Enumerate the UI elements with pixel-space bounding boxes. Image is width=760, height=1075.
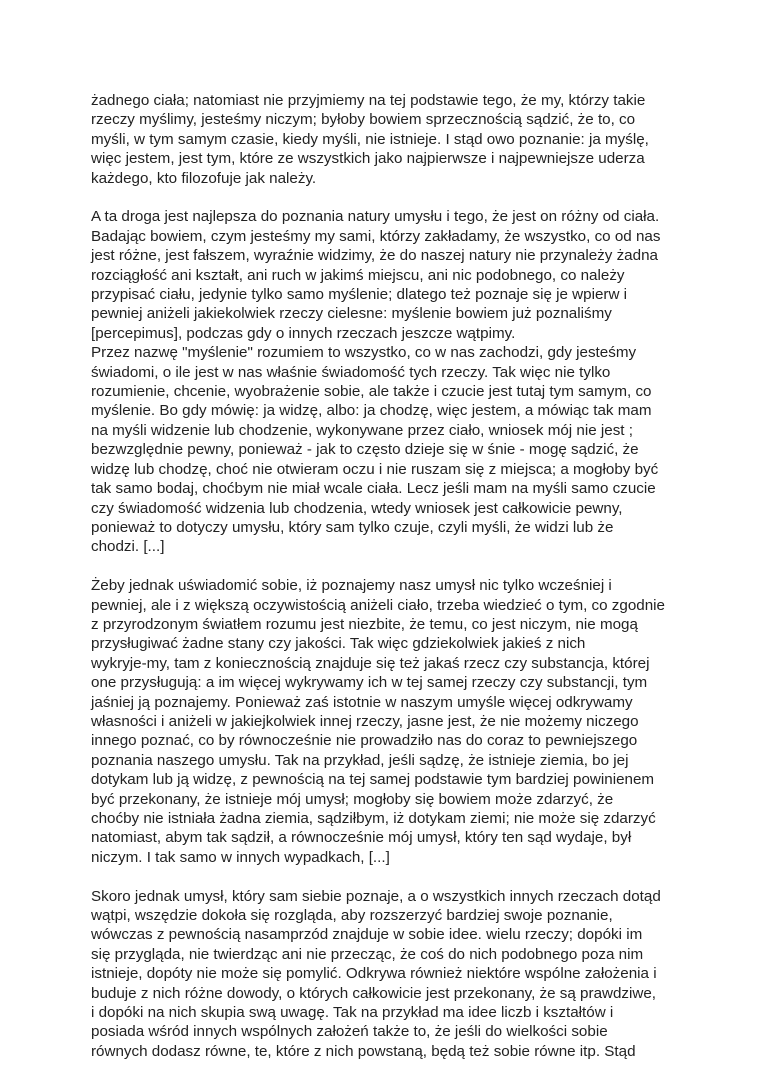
text-line: chodzi. [...] xyxy=(91,538,165,556)
text-line: wykryje-my, tam z koniecznością znajduje się też jakaś rzecz czy substancja, której xyxy=(91,654,650,672)
text-line: bezwzględnie pewny, ponieważ - jak to często dzieje się w śnie - mogę sądzić, że xyxy=(91,441,639,459)
text-line: przysługiwać żadne stany czy jakości. Tak więc gdziekolwiek jakieś z nich xyxy=(91,635,586,653)
text-line: Żeby jednak uświadomić sobie, iż poznajemy nasz umysł nic tylko wcześniej i xyxy=(91,577,612,595)
paragraph-gap xyxy=(91,557,673,576)
text-line: każdego, kto filozofuje jak należy. xyxy=(91,169,317,187)
paragraph xyxy=(91,91,673,188)
text-line: własności i aniżeli w jakiejkolwiek innej rzeczy, jasne jest, że nie możemy niczego xyxy=(91,712,639,730)
text-line: żadnego ciała; natomiast nie przyjmiemy na tej podstawie tego, że my, którzy takie xyxy=(91,92,646,109)
text-line: niczym. I tak samo w innych wypadkach, [...] xyxy=(91,848,390,866)
text-line: [percepimus], podczas gdy o innych rzeczach jeszcze wątpimy. xyxy=(91,324,516,342)
text-line: posiada wśród innych wspólnych założeń także to, że jeśli do wielkości sobie xyxy=(91,1023,608,1041)
text-line: na myśli widzenie lub chodzenie, wykonywane przez ciało, wniosek mój nie jest ; xyxy=(91,421,633,439)
text-line: Przez nazwę "myślenie" rozumiem to wszystko, co w nas zachodzi, gdy jesteśmy xyxy=(91,344,637,362)
text-line: być przekonany, że istnieje mój umysł; mogłoby się bowiem może zdarzyć, że xyxy=(91,790,614,808)
paragraph-gap xyxy=(91,188,673,207)
text-line: jest różne, jest fałszem, wyraźnie widzimy, że do naszej natury nie przynależy żadna xyxy=(91,247,658,265)
text-line: więc jestem, jest tym, które ze wszystkich jako najpierwsze i najpewniejsze uderza xyxy=(91,150,645,168)
text-line: rozciągłość ani kształt, ani ruch w jakimś miejscu, ani nic podobnego, co należy xyxy=(91,266,625,284)
text-line: rozumienie, chcenie, wyobrażenie sobie, ale także i czucie jest tutaj tym samym, co xyxy=(91,383,652,401)
text-line: pewniej aniżeli jakiekolwiek rzeczy cielesne: myślenie bowiem już poznaliśmy xyxy=(91,305,612,323)
text-line: innego poznać, co by równocześnie nie prowadziło nas do coraz to pewniejszego xyxy=(91,732,638,750)
text-line: natomiast, abym tak sądził, a równocześnie mój umysł, który ten sąd wydaje, był xyxy=(91,829,632,847)
text-line: widzę lub chodzę, choć nie otwieram oczu i nie ruszam się z miejsca; a mogłoby być xyxy=(91,460,659,478)
text-line: A ta droga jest najlepsza do poznania natury umysłu i tego, że jest on różny od ciała. xyxy=(91,208,660,226)
text-line: Badając bowiem, czym jesteśmy my sami, którzy zakładamy, że wszystko, co od nas xyxy=(91,227,661,245)
text-line: pewniej, ale i z większą oczywistością aniżeli ciało, trzeba wiedzieć o tym, co zgodnie xyxy=(91,596,666,614)
text-line: jaśniej ją poznajemy. Ponieważ zaś istotnie w naszym umyśle więcej odkrywamy xyxy=(91,693,633,711)
paragraph xyxy=(91,576,673,867)
text-line: i dopóki na nich skupia swą uwagę. Tak na przykład ma idee liczb i kształtów i xyxy=(91,1004,614,1022)
text-line: dotykam lub ją widzę, z pewnością na tej samej podstawie tym bardziej powinienem xyxy=(91,771,655,789)
text-line: przypisać ciału, jedynie tylko samo myślenie; dlatego też poznaje się je wpierw i xyxy=(91,286,628,304)
document-text xyxy=(91,91,673,1061)
paragraph xyxy=(91,887,673,1062)
text-line: buduje z nich różne dowody, o których całkowicie jest przekonany, że są prawdziwe, xyxy=(91,984,657,1002)
text-line: się przygląda, nie twierdząc ani nie przecząc, że coś do nich podobnego poza nim xyxy=(91,945,644,963)
text-line: myśli, w tym samym czasie, kiedy myśli, nie istnieje. I stąd owo poznanie: ja myślę, xyxy=(91,130,649,148)
text-line: czy świadomość widzenia lub chodzenia, wtedy wniosek jest całkowicie pewny, xyxy=(91,499,623,517)
text-line: rzeczy myślimy, jesteśmy niczym; byłoby bowiem sprzecznością sądzić, że to, co xyxy=(91,111,636,129)
text-line: równych dodasz równe, te, które z nich powstaną, będą też sobie równe itp. Stąd xyxy=(91,1042,636,1060)
paragraph-gap xyxy=(91,867,673,886)
text-line: ponieważ to dotyczy umysłu, który sam tylko czuje, czyli myśli, że widzi lub że xyxy=(91,518,614,536)
text-line: choćby nie istniała żadna ziemia, sądziłbym, iż dotykam ziemi; nie może się zdarzyć xyxy=(91,810,656,827)
text-line: myślenie. Bo gdy mówię: ja widzę, albo: ja chodzę, więc jestem, a mówiąc tak mam xyxy=(91,402,652,420)
text-line: tak samo bodaj, choćbym nie miał wcale ciała. Lecz jeśli mam na myśli samo czucie xyxy=(91,480,656,498)
text-line: świadomi, o ile jest w nas właśnie świadomość tych rzeczy. Tak więc nie tylko xyxy=(91,363,611,381)
text-line: Skoro jednak umysł, który sam siebie poznaje, a o wszystkich innych rzeczach dotąd xyxy=(91,887,661,905)
text-line: istnieje, dopóty nie może się pomylić. Odkrywa również niektóre wspólne założenia i xyxy=(91,965,657,983)
paragraph xyxy=(91,207,673,556)
text-line: one przysługują: a im więcej wykrywamy ich w tej samej rzeczy czy substancji, tym xyxy=(91,674,648,692)
text-line: wówczas z pewnością nasamprzód znajduje w sobie idee. wielu rzeczy; dopóki im xyxy=(91,926,643,944)
text-line: wątpi, wszędzie dokoła się rozgląda, aby rozszerzyć bardziej swoje poznanie, xyxy=(91,907,613,925)
text-line: poznania naszego umysłu. Tak na przykład, jeśli sądzę, że istnieje ziemia, bo jej xyxy=(91,751,629,769)
text-line: z przyrodzonym światłem rozumu jest niezbite, że temu, co jest niczym, nie mogą xyxy=(91,615,638,633)
